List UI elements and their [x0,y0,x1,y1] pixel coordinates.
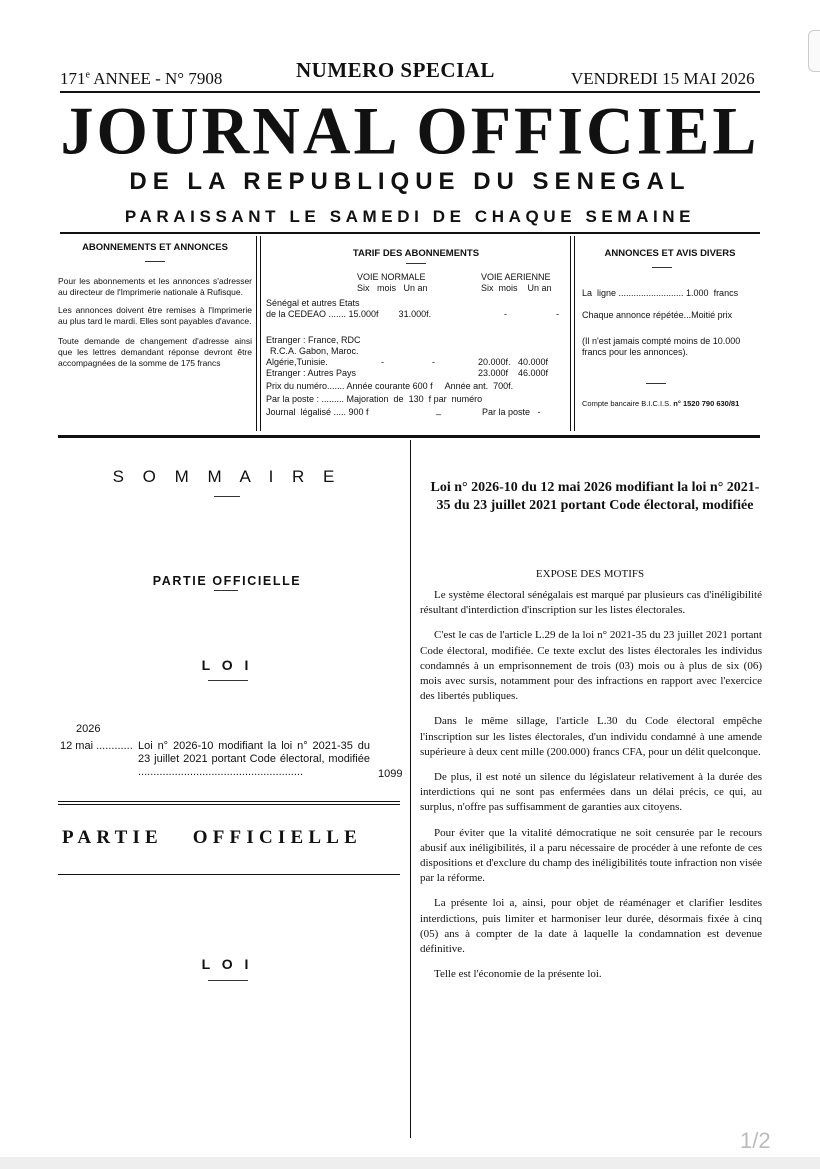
sommaire-rule-double-1 [58,801,400,802]
sommaire-loi-heading: L O I [201,657,253,673]
bottom-bar [0,1157,820,1169]
rate-cedeao-dash1: - [504,309,507,319]
period-labels-air: Six mois Un an [481,283,552,293]
partie-rule [214,590,238,591]
rate-journal-legalise: Journal légalisé ..... 900 f [266,407,369,417]
journal-title: JOURNAL OFFICIEL [60,94,760,169]
rate-cedeao: de la CEDEAO ....... 15.000f 31.000f. [266,309,432,319]
voie-normale-label: VOIE NORMALE [357,272,426,282]
rate-etranger-france: Etranger : France, RDC [266,335,361,345]
box-divider-right-2 [574,236,575,431]
rate-algerie-dash2: - [432,357,435,367]
announcements-ligne: La ligne .......................... 1.000 francs [582,288,739,298]
bank-account: Compte bancaire B.I.C.I.S. n° 1520 790 630/81 [582,399,740,408]
announcements-note: (Il n'est jamais compté moins de 10.000 francs pour les annonces). [582,336,741,357]
rate-prix-numero: Prix du numéro....... Année courante 600 f Année ant. 700f. [266,381,514,391]
subscriptions-p3: Toute demande de changement d'adresse ainsi que les lettres demandant réponse devront être accompagnées de la somme de 175 francs [58,336,252,368]
sommaire-heading: S O M M A I R E [112,467,342,486]
announcements-box [580,242,760,432]
rate-etranger-autres-values: 23.000f 46.000f [478,368,549,378]
sommaire-entry-date: 12 mai ............ [60,740,133,752]
header-rule-top [60,91,760,93]
journal-subtitle: DE LA REPUBLIQUE DU SENEGAL [129,168,691,195]
page-indicator: 1/2 [740,1128,771,1153]
expose-paragraph: De plus, il est noté un silence du législateur relativement à la durée des interdictions qui ne sont pas enfermées dans un délai précis, ce qui, au surplus, n'offre pas suffisamment de garanties aux citoyens. [420,771,762,814]
expose-body [420,588,762,982]
rate-par-la-poste: Par la poste : ......... Majoration de 130 f par numéro [266,394,483,404]
scrollbar-track[interactable] [808,30,820,72]
expose-paragraph: La présente loi a, ainsi, pour objet de réaménager et clarifier lesdites interdictions, puis limiter et harmoniser leur durée, désormais fixée à cinq (05) ans à compter de la date à laquelle la condamnation est devenue définitive. [420,897,762,956]
expose-paragraph: Telle est l'économie de la présente loi. [434,968,602,981]
subscriptions-title: ABONNEMENTS ET ANNONCES [82,242,228,253]
loi-heading-2: L O I [201,956,253,972]
law-title: Loi n° 2026-10 du 12 mai 2026 modifiant la loi n° 2021-35 du 23 juillet 2021 portant Code électoral, modifiée [430,480,760,513]
expose-paragraph: Pour éviter que la vitalité démocratique ne soit censurée par le recours abusif aux inéligibilités, il a paru nécessaire de procéder à une refonte de ces dispositions et d'exclure du champ des inéligibilités toute infraction non visée par la réforme. [420,826,762,885]
loi-rule-2 [208,980,248,981]
box-divider-left-2 [260,236,261,431]
box-divider-left [256,236,257,431]
announcements-repetee: Chaque annonce répétée...Moitié prix [582,310,733,320]
rates-title: TARIF DES ABONNEMENTS [352,248,480,259]
rate-rca: R.C.A. Gabon, Maroc. [270,346,359,356]
box-divider-right [570,236,571,431]
rate-senegal: Sénégal et autres Etats [266,298,360,308]
rate-etranger-autres: Etranger : Autres Pays [266,368,357,378]
sommaire-rule-double-2 [58,804,400,805]
sommaire-entry-text: Loi n° 2026-10 modifiant la loi n° 2021-35 du 23 juillet 2021 portant Code électoral, modifiée ...................................................... [138,740,370,778]
rates-box [264,242,568,432]
voie-aerienne-label: VOIE AERIENNE [481,272,551,282]
header-rule-mid [60,232,760,234]
sommaire-partie-officielle: PARTIE OFFICIELLE [152,574,302,588]
rate-par-la-poste-2: Par la poste - [482,407,541,417]
sommaire-year: 2026 [76,723,101,735]
subscriptions-box [58,242,252,369]
announcements-rule [646,383,666,384]
loi-rule [208,680,248,681]
expose-heading: EXPOSE DES MOTIFS [535,568,645,580]
rate-legalise-dash: _ [436,405,442,415]
rate-cedeao-dash2: - [556,309,559,319]
partie-officielle-rule [58,874,400,875]
column-divider [410,440,411,1138]
special-issue-label: NUMERO SPECIAL [296,58,495,82]
rate-algerie-dash1: - [381,357,384,367]
period-labels-normal: Six mois Un an [357,283,428,293]
issue-number: 171e ANNEE - N° 7908 [60,69,223,88]
expose-paragraph: Dans le même sillage, l'article L.30 du Code électoral empêche l'inscription sur les listes électorales, d'un individu condamné à une amende supérieure à deux cent mille (200.000) francs CFA, pour un délit quelconque. [420,715,762,758]
expose-paragraph: C'est le cas de l'article L.29 de la loi n° 2021-35 du 23 juillet 2021 portant Code électoral, modifiée. Ce texte exclut des listes électorales les individus condamnés à un emprisonnement de trois (03) mois ou à plus de six (06) mois avec sursis, notamment pour des infractions en rapport avec l'exercice des libertés publiques. [420,629,762,703]
announcements-title-rule [652,267,672,268]
rate-algerie-values: 20.000f. 40.000f [478,357,549,367]
issue-date: VENDREDI 15 MAI 2026 [571,69,755,88]
partie-officielle-heading: PARTIE OFFICIELLE [62,827,362,848]
subscriptions-p1: Pour les abonnements et les annonces s'adresser au directeur de l'Imprimerie nationale à Rufisque. [58,276,252,297]
expose-paragraph: Le système électoral sénégalais est marqué par plusieurs cas d'inéligibilité résultant d'interdiction d'inscription sur les listes électorales. [420,589,762,617]
journal-tagline: PARAISSANT LE SAMEDI DE CHAQUE SEMAINE [124,207,696,226]
header-rule-bottom-thick [58,435,760,438]
rates-title-rule [406,263,426,264]
rate-algerie: Algérie,Tunisie. [266,357,328,367]
sommaire-rule [214,496,240,497]
subscriptions-title-rule [145,261,165,262]
announcements-title: ANNONCES ET AVIS DIVERS [604,248,736,259]
sommaire-entry-page: 1099 [378,768,403,780]
subscriptions-p2: Les annonces doivent être remises à l'Imprimerie au plus tard le mardi. Elles sont payables d'avance. [58,305,252,326]
